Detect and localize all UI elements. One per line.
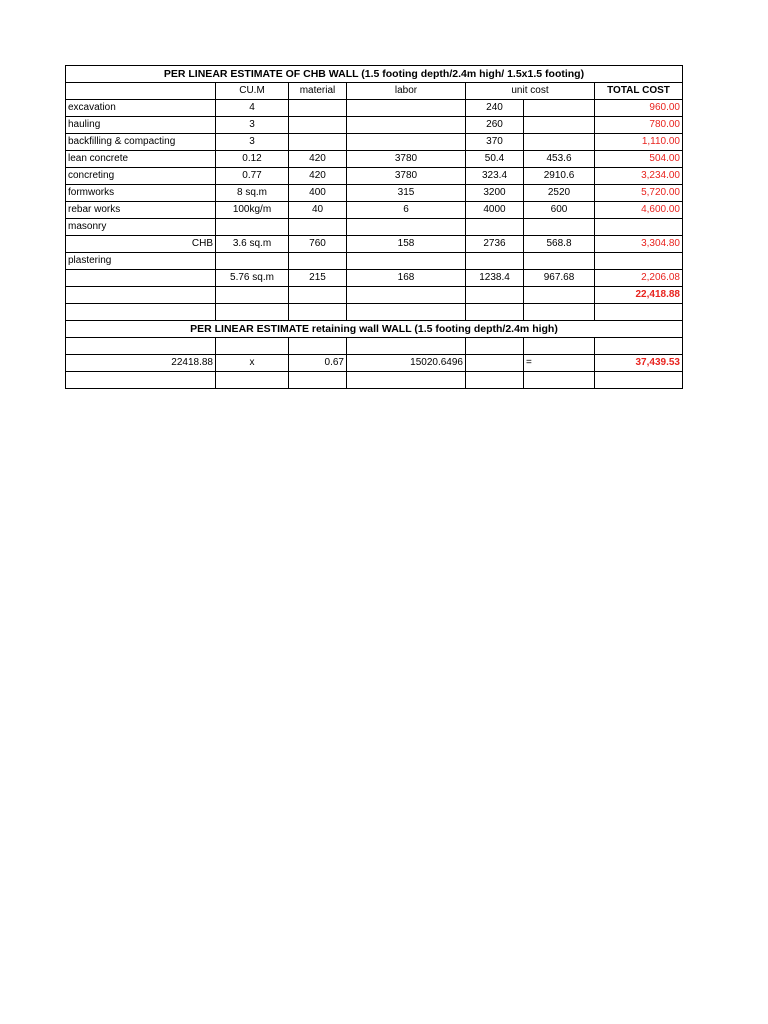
empty-cell <box>216 287 289 304</box>
item-labor: 3780 <box>347 151 466 168</box>
header-labor: labor <box>347 83 466 100</box>
item-labor: 158 <box>347 236 466 253</box>
calc-factor: 0.67 <box>289 355 347 372</box>
item-unit-cost-material: 370 <box>466 134 524 151</box>
item-quantity: 0.12 <box>216 151 289 168</box>
empty-cell <box>347 304 466 321</box>
item-unit-cost-labor: 568.8 <box>524 236 595 253</box>
title-row-2 <box>66 321 683 338</box>
item-quantity: 3 <box>216 117 289 134</box>
empty-cell <box>289 338 347 355</box>
item-quantity: 0.77 <box>216 168 289 185</box>
calc-result: 37,439.53 <box>595 355 683 372</box>
table-row <box>66 304 683 321</box>
item-material: 40 <box>289 202 347 219</box>
calc-base: 22418.88 <box>66 355 216 372</box>
calc-operator: x <box>216 355 289 372</box>
empty-cell <box>66 287 216 304</box>
item-label: concreting <box>66 168 216 185</box>
empty-cell <box>524 338 595 355</box>
item-total-cost: 780.00 <box>595 117 683 134</box>
item-unit-cost-material: 240 <box>466 100 524 117</box>
empty-cell <box>216 372 289 389</box>
item-quantity: 4 <box>216 100 289 117</box>
item-labor <box>347 117 466 134</box>
item-unit-cost-labor: 453.6 <box>524 151 595 168</box>
empty-cell <box>524 253 595 270</box>
item-label: excavation <box>66 100 216 117</box>
empty-cell <box>524 287 595 304</box>
empty-cell <box>595 338 683 355</box>
item-total-cost: 3,234.00 <box>595 168 683 185</box>
item-quantity: 5.76 sq.m <box>216 270 289 287</box>
empty-cell <box>216 219 289 236</box>
item-material: 420 <box>289 168 347 185</box>
item-labor: 168 <box>347 270 466 287</box>
item-unit-cost-labor: 2910.6 <box>524 168 595 185</box>
empty-cell <box>466 304 524 321</box>
item-unit-cost-labor: 600 <box>524 202 595 219</box>
calc-product: 15020.6496 <box>347 355 466 372</box>
item-unit-cost-material: 323.4 <box>466 168 524 185</box>
empty-cell <box>289 372 347 389</box>
table-row <box>66 134 683 151</box>
table-title-retaining-wall: PER LINEAR ESTIMATE retaining wall WALL (1.5 footing depth/2.4m high) <box>66 321 683 338</box>
empty-cell <box>524 304 595 321</box>
empty-cell <box>216 253 289 270</box>
subtotal-value: 22,418.88 <box>595 287 683 304</box>
empty-cell <box>466 355 524 372</box>
empty-cell <box>347 219 466 236</box>
item-total-cost: 4,600.00 <box>595 202 683 219</box>
empty-cell <box>466 338 524 355</box>
item-material: 420 <box>289 151 347 168</box>
item-sublabel: CHB <box>66 236 216 253</box>
empty-cell <box>595 219 683 236</box>
empty-cell <box>595 253 683 270</box>
item-unit-cost-labor <box>524 117 595 134</box>
item-material: 760 <box>289 236 347 253</box>
calc-equals: = <box>524 355 595 372</box>
empty-cell <box>347 372 466 389</box>
header-item-blank <box>66 83 216 100</box>
calc-row <box>66 355 683 372</box>
item-unit-cost-material: 3200 <box>466 185 524 202</box>
item-unit-cost-material: 2736 <box>466 236 524 253</box>
empty-cell <box>66 270 216 287</box>
header-unit-cost: unit cost <box>466 83 595 100</box>
item-label: plastering <box>66 253 216 270</box>
header-row <box>66 83 683 100</box>
item-label: hauling <box>66 117 216 134</box>
table-row <box>66 168 683 185</box>
empty-cell <box>524 372 595 389</box>
empty-cell <box>524 219 595 236</box>
item-labor: 3780 <box>347 168 466 185</box>
item-label: lean concrete <box>66 151 216 168</box>
item-total-cost: 2,206.08 <box>595 270 683 287</box>
item-unit-cost-labor <box>524 100 595 117</box>
subtotal-row <box>66 287 683 304</box>
item-material: 400 <box>289 185 347 202</box>
table-row <box>66 372 683 389</box>
item-unit-cost-material: 1238.4 <box>466 270 524 287</box>
item-label: formworks <box>66 185 216 202</box>
item-unit-cost-material: 260 <box>466 117 524 134</box>
item-total-cost: 5,720.00 <box>595 185 683 202</box>
empty-cell <box>289 253 347 270</box>
item-total-cost: 3,304.80 <box>595 236 683 253</box>
empty-cell <box>216 338 289 355</box>
empty-cell <box>347 253 466 270</box>
empty-cell <box>289 219 347 236</box>
item-label: rebar works <box>66 202 216 219</box>
item-unit-cost-labor: 967.68 <box>524 270 595 287</box>
table-row <box>66 219 683 236</box>
item-unit-cost-material: 4000 <box>466 202 524 219</box>
empty-cell <box>466 253 524 270</box>
empty-cell <box>347 287 466 304</box>
table-title-chb-wall: PER LINEAR ESTIMATE OF CHB WALL (1.5 footing depth/2.4m high/ 1.5x1.5 footing) <box>66 66 683 83</box>
table-row <box>66 236 683 253</box>
item-labor: 6 <box>347 202 466 219</box>
table-row <box>66 151 683 168</box>
empty-cell <box>289 287 347 304</box>
table-row <box>66 185 683 202</box>
empty-cell <box>289 304 347 321</box>
header-cum: CU.M <box>216 83 289 100</box>
estimate-table <box>65 65 683 389</box>
empty-cell <box>466 372 524 389</box>
item-label: backfilling & compacting <box>66 134 216 151</box>
empty-cell <box>595 304 683 321</box>
item-material <box>289 134 347 151</box>
table-row <box>66 253 683 270</box>
empty-cell <box>347 338 466 355</box>
item-unit-cost-labor: 2520 <box>524 185 595 202</box>
table-row <box>66 270 683 287</box>
item-quantity: 8 sq.m <box>216 185 289 202</box>
item-labor: 315 <box>347 185 466 202</box>
empty-cell <box>66 304 216 321</box>
item-labor <box>347 134 466 151</box>
item-total-cost: 1,110.00 <box>595 134 683 151</box>
table-row <box>66 338 683 355</box>
item-unit-cost-material: 50.4 <box>466 151 524 168</box>
item-total-cost: 504.00 <box>595 151 683 168</box>
empty-cell <box>66 372 216 389</box>
item-label: masonry <box>66 219 216 236</box>
item-material: 215 <box>289 270 347 287</box>
empty-cell <box>466 287 524 304</box>
table-row <box>66 117 683 134</box>
item-quantity: 3 <box>216 134 289 151</box>
item-labor <box>347 100 466 117</box>
item-unit-cost-labor <box>524 134 595 151</box>
table-row <box>66 100 683 117</box>
header-total-cost: TOTAL COST <box>595 83 683 100</box>
item-material <box>289 117 347 134</box>
empty-cell <box>466 219 524 236</box>
item-material <box>289 100 347 117</box>
item-quantity: 100kg/m <box>216 202 289 219</box>
item-total-cost: 960.00 <box>595 100 683 117</box>
empty-cell <box>595 372 683 389</box>
empty-cell <box>66 338 216 355</box>
table-row <box>66 202 683 219</box>
empty-cell <box>216 304 289 321</box>
title-row-1 <box>66 66 683 83</box>
header-material: material <box>289 83 347 100</box>
item-quantity: 3.6 sq.m <box>216 236 289 253</box>
